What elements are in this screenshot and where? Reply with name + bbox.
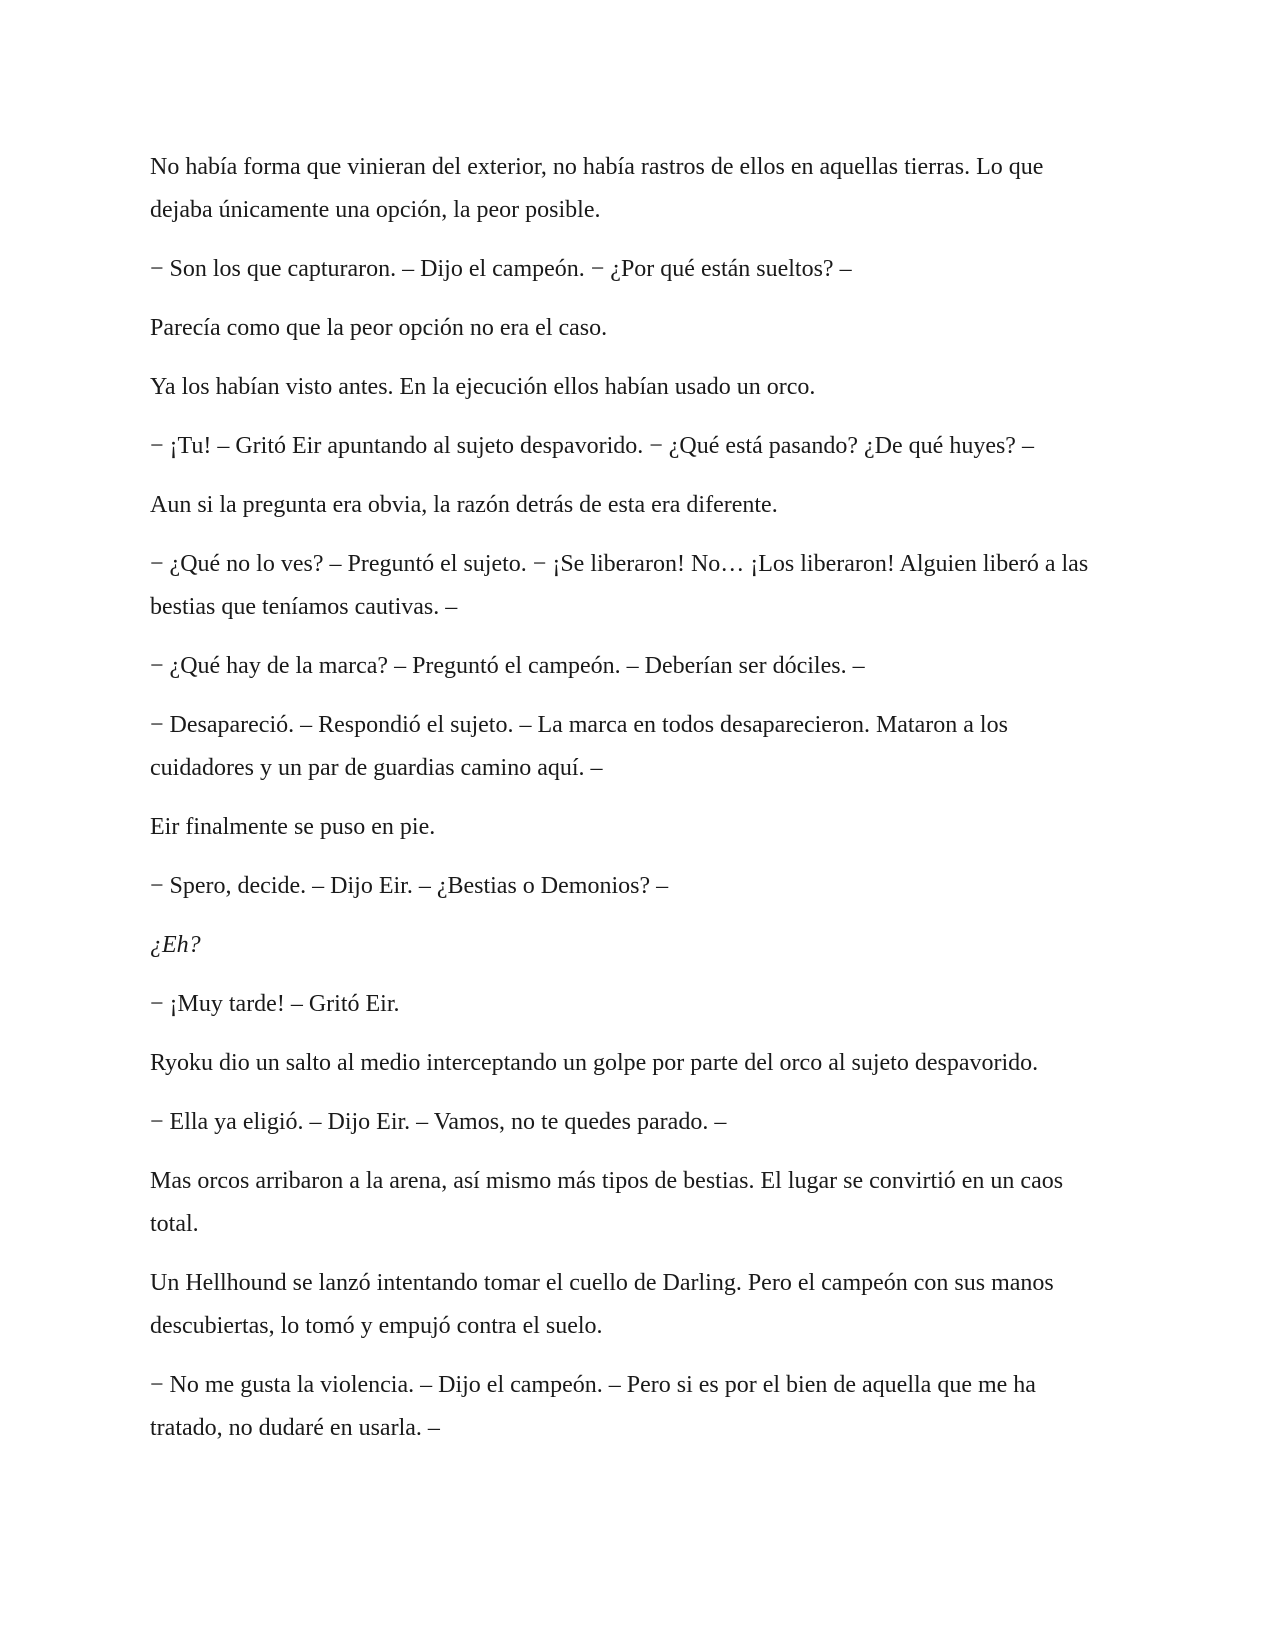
paragraph: Eir finalmente se puso en pie. bbox=[150, 814, 436, 840]
paragraph: Ryoku dio un salto al medio interceptando un golpe por parte del orco al sujeto despavorido. bbox=[150, 1050, 1039, 1076]
paragraph: − ¡Tu! – Gritó Eir apuntando al sujeto despavorido. − ¿Qué está pasando? ¿De qué huyes? – bbox=[150, 433, 1034, 459]
paragraph: Ya los habían visto antes. En la ejecución ellos habían usado un orco. bbox=[150, 374, 816, 400]
paragraph: Parecía como que la peor opción no era el caso. bbox=[150, 315, 608, 341]
paragraph: Un Hellhound se lanzó intentando tomar el cuello de Darling. Pero el campeón con sus manos descubiertas, lo tomó y empujó contra el suelo. bbox=[150, 1270, 1054, 1339]
paragraph: − Son los que capturaron. – Dijo el campeón. − ¿Por qué están sueltos? – bbox=[150, 256, 852, 282]
paragraph: − ¿Qué no lo ves? – Preguntó el sujeto. − ¡Se liberaron! No… ¡Los liberaron! Alguien liberó a las bestias que teníamos cautivas. – bbox=[150, 551, 1089, 620]
text-body bbox=[150, 146, 1110, 1466]
paragraph: Mas orcos arribaron a la arena, así mismo más tipos de bestias. El lugar se convirtió en un caos total. bbox=[150, 1168, 1064, 1237]
paragraph: − ¡Muy tarde! – Gritó Eir. bbox=[150, 991, 400, 1017]
paragraph: − Ella ya eligió. – Dijo Eir. – Vamos, no te quedes parado. – bbox=[150, 1109, 727, 1135]
paragraph-italic: ¿Eh? bbox=[150, 932, 201, 958]
paragraph: − Spero, decide. – Dijo Eir. – ¿Bestias o Demonios? – bbox=[150, 873, 669, 899]
paragraph: − No me gusta la violencia. – Dijo el campeón. – Pero si es por el bien de aquella que me ha tratado, no dudaré en usarla. – bbox=[150, 1372, 1036, 1441]
paragraph: Aun si la pregunta era obvia, la razón detrás de esta era diferente. bbox=[150, 492, 778, 518]
paragraph: − ¿Qué hay de la marca? – Preguntó el campeón. – Deberían ser dóciles. – bbox=[150, 653, 865, 679]
paragraph: No había forma que vinieran del exterior, no había rastros de ellos en aquellas tierras. Lo que dejaba únicamente una opción, la peor posible. bbox=[150, 154, 1044, 223]
paragraph: − Desapareció. – Respondió el sujeto. – La marca en todos desaparecieron. Mataron a los cuidadores y un par de guardias camino aquí. – bbox=[150, 712, 1008, 781]
